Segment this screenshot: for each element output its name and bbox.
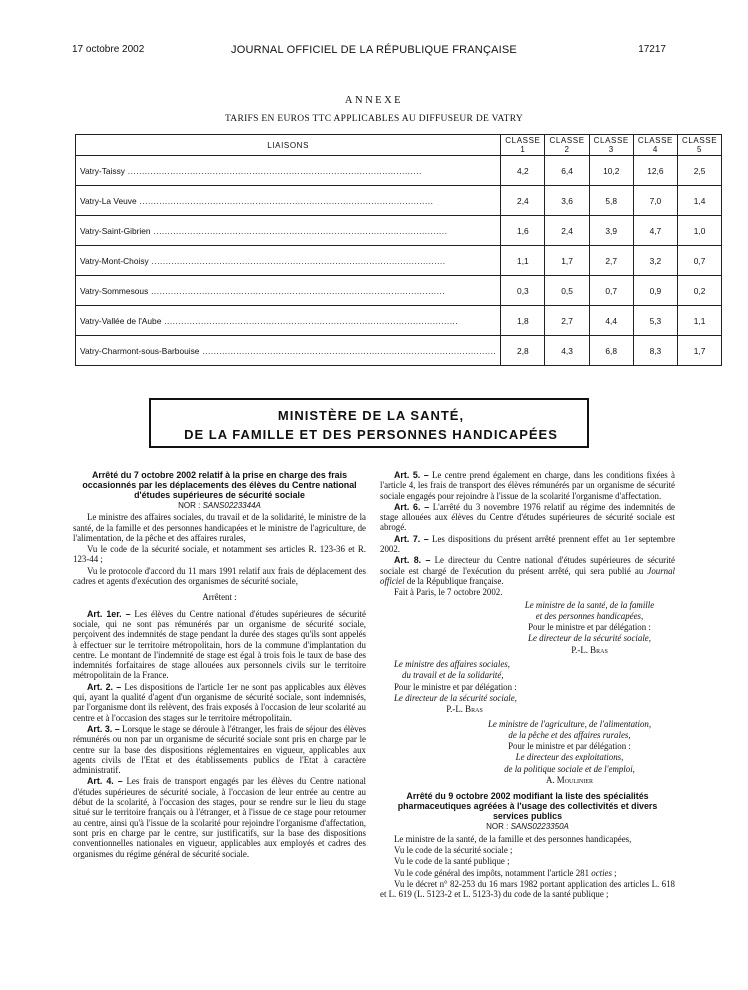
annexe-subtitle: TARIFS EN EUROS TTC APPLICABLES AU DIFFUSEUR DE VATRY <box>224 114 524 124</box>
arrete2-title: Arrêté du 9 octobre 2002 modifiant la liste des spécialités pharmaceutiques agréées à l'usage des collectivités et divers services publics <box>397 791 658 822</box>
article-4: Art. 4. – Les frais de transport engagés par les élèves du Centre national d'études supérieures de sécurité sociale, à l'occasion de leur entrée au centre au début de la scolarité, à l'occasion des stages, pour se rendre sur le lieu du stage situé sur le territoire français ou à l'étranger, et à l'issue de ce stage pour retourner au centre, ainsi qu'à l'issue de la scolarité pour rejoindre l'organisme d'affectation, sont pris en charge par le centre, sur justificatifs, sur la base des dispositions conventionnelles nationales en vigueur, applicables aux employés et cadres des organismes du régime général de sécurité sociale. <box>73 776 366 859</box>
table-cell: 2,5 <box>677 156 721 186</box>
arrete2-vu3: Vu le code général des impôts, notamment l'article 281 octies ; <box>394 867 617 878</box>
page-number: 17217 <box>638 44 666 55</box>
signature-block-3: Le ministre de l'agriculture, de l'alimentation, de la pêche et des affaires rurales, Pour le ministre et par délégation : Le directeur des exploitations, de la politique sociale et de l'emploi, A. Moulinier <box>450 719 675 786</box>
annexe-title: ANNEXE <box>344 95 404 106</box>
article-3: Art. 3. – Lorsque le stage se déroule à l'étranger, les frais de séjour des élèves rémunérés ou non par un organisme de sécurité sociale sont pris en charge par le centre sur la base des dispositions réglementaires en vigueur, applicables aux agents civils de l'Etat et des établissements publics de l'Etat à caractère administratif. <box>73 723 366 776</box>
signatory-name: A. Moulinier <box>545 775 594 786</box>
leader-dots <box>149 256 446 266</box>
table-cell: 2,7 <box>545 306 589 336</box>
leader-dots <box>148 286 445 296</box>
table-cell: 4,2 <box>501 156 545 186</box>
table-cell: 2,4 <box>501 186 545 216</box>
table-cell: 0,7 <box>677 246 721 276</box>
signatory-name: P.-L. Bras <box>571 644 608 655</box>
leader-dots <box>151 226 448 236</box>
ministry-heading-box <box>149 398 589 448</box>
table-cell: 4,4 <box>589 306 633 336</box>
table-cell: 1,6 <box>501 216 545 246</box>
table-cell: 0,5 <box>545 276 589 306</box>
arrete1-vu2: Vu le protocole d'accord du 11 mars 1991 relatif aux frais de déplacement des cadres et agents d'exécution des organismes de sécurité sociale, <box>73 565 366 587</box>
route-name: Vatry-Charmont-sous-Barbouise <box>80 345 200 356</box>
route-name: Vatry-Saint-Gibrien <box>80 225 151 236</box>
table-cell: 5,3 <box>633 306 677 336</box>
leader-dots <box>137 196 434 206</box>
signature-block-2: Le ministre des affaires sociales, du travail et de la solidarité, Pour le ministre et par délégation : Le directeur de la sécurité sociale, P.-L. Bras <box>380 659 535 714</box>
table-cell: 1,1 <box>677 306 721 336</box>
column-header: CLASSE 4 <box>633 135 677 156</box>
tarifs-table <box>75 134 722 366</box>
article-6: Art. 6. – L'arrêté du 3 novembre 1976 relatif au régime des indemnités de stage allouées aux élèves du Centre d'études supérieures de sécurité sociale est abrogé. <box>380 501 675 533</box>
column-header: CLASSE 1 <box>501 135 545 156</box>
table-row <box>76 156 722 186</box>
table-cell: 0,7 <box>589 276 633 306</box>
table-cell: 0,9 <box>633 276 677 306</box>
column-header: LIAISONS <box>76 135 501 156</box>
route-name: Vatry-La Veuve <box>80 195 137 206</box>
arrete2-intro: Le ministre de la santé, de la famille et des personnes handicapées, <box>394 833 632 844</box>
table-cell: 1,8 <box>501 306 545 336</box>
table-cell: 1,7 <box>545 246 589 276</box>
table-cell: 3,2 <box>633 246 677 276</box>
table-cell: 1,1 <box>501 246 545 276</box>
column-header: CLASSE 3 <box>589 135 633 156</box>
table-header-row <box>76 135 722 156</box>
arrete1-vu1: Vu le code de la sécurité sociale, et notamment ses articles R. 123-36 et R. 123-44 ; <box>73 544 366 565</box>
column-header: CLASSE 2 <box>545 135 589 156</box>
leader-dots <box>161 316 458 326</box>
table-row <box>76 246 722 276</box>
table-row <box>76 306 722 336</box>
table-cell: 2,4 <box>545 216 589 246</box>
nor-code: SANS0223344A <box>202 501 261 510</box>
table-cell: 7,0 <box>633 186 677 216</box>
route-name: Vatry-Mont-Choisy <box>80 255 149 266</box>
arrete1-arretent: Arrêtent : <box>202 592 237 603</box>
arrete1-nor: NOR : SANS0223344A <box>178 501 261 510</box>
route-name: Vatry-Vallée de l'Aube <box>80 315 162 326</box>
table-cell: 10,2 <box>589 156 633 186</box>
table-cell: 3,6 <box>545 186 589 216</box>
arrete2-vu1: Vu le code de la sécurité sociale ; <box>394 844 513 855</box>
leader-dots <box>125 166 422 176</box>
signatory-name: P.-L. Bras <box>446 704 483 715</box>
signature-block-1: Le ministre de la santé, de la famille et des personnes handicapées, Pour le ministre et par délégation : Le directeur de la sécurité sociale, P.-L. Bras <box>490 600 675 655</box>
table-cell: 4,7 <box>633 216 677 246</box>
arrete1-intro: Le ministre des affaires sociales, du travail et de la solidarité, le ministre de la santé, de la famille et des personnes handicapées et le ministre de l'agriculture, de l'alimentation, de la pêche et des affaires rurales, <box>73 512 366 543</box>
fait-a-paris: Fait à Paris, le 7 octobre 2002. <box>394 587 503 598</box>
table-row <box>76 186 722 216</box>
table-cell: 6,8 <box>589 336 633 366</box>
table-cell: 0,3 <box>501 276 545 306</box>
leader-dots <box>199 346 496 356</box>
article-1: Art. 1er. – Les élèves du Centre national d'études supérieures de sécurité sociale, qui ne sont pas rémunérés par un organisme de sécurité sociale, perçoivent des indemnités de stage pendant la durée des stages qu'ils sont appelés à effectuer sur le territoire métropolitain, hors de la commune d'implantation du centre. Le montant de l'indemnité de stage est égal à trois fois le taux de base des indemnités forfaitaires de stage allouées aux personnels civils sur le territoire métropolitain de la France. <box>73 608 366 681</box>
route-name: Vatry-Sommesous <box>80 285 149 296</box>
table-row <box>76 336 722 366</box>
article-7: Art. 7. – Les dispositions du présent arrêté prennent effet au 1er septembre 2002. <box>380 533 676 555</box>
article-5: Art. 5. – Le centre prend également en charge, dans les conditions fixées à l'article 4, les frais de transport des élèves rémunérés par un organisme de sécurité sociale engagés pour rejoindre à l'issue de la scolarité l'organisme d'affectation. <box>380 470 675 501</box>
table-row <box>76 216 722 246</box>
ministry-heading-line1: MINISTÈRE DE LA SANTÉ, <box>277 408 465 423</box>
table-cell: 4,3 <box>545 336 589 366</box>
ministry-heading-line2: DE LA FAMILLE ET DES PERSONNES HANDICAPÉES <box>184 427 558 442</box>
arrete2-vu4: Vu le décret n° 82-253 du 16 mars 1982 portant application des articles L. 618 et L. 619 (L. 5123-2 et L. 5123-3) du code de la santé publique ; <box>380 878 675 900</box>
table-cell: 3,9 <box>589 216 633 246</box>
table-cell: 8,3 <box>633 336 677 366</box>
table-cell: 0,2 <box>677 276 721 306</box>
column-header: CLASSE 5 <box>677 135 721 156</box>
table-row <box>76 276 722 306</box>
table-cell: 2,8 <box>501 336 545 366</box>
left-column <box>73 470 366 860</box>
table-cell: 5,8 <box>589 186 633 216</box>
journal-title: JOURNAL OFFICIEL DE LA RÉPUBLIQUE FRANÇAISE <box>231 44 517 56</box>
nor-code: SANS0223350A <box>510 822 569 832</box>
route-name: Vatry-Taissy <box>80 165 125 176</box>
table-cell: 1,4 <box>677 186 721 216</box>
table-cell: 2,7 <box>589 246 633 276</box>
table-cell: 6,4 <box>545 156 589 186</box>
header-date: 17 octobre 2002 <box>72 44 145 55</box>
right-column <box>380 470 675 900</box>
arrete2-vu2: Vu le code de la santé publique ; <box>394 856 510 867</box>
table-cell: 1,7 <box>677 336 721 366</box>
table-cell: 12,6 <box>633 156 677 186</box>
arrete1-title: Arrêté du 7 octobre 2002 relatif à la prise en charge des frais occasionnés par les déplacements des élèves du Centre national d'études supérieures de sécurité sociale <box>82 470 357 500</box>
table-cell: 1,0 <box>677 216 721 246</box>
arrete2-nor: NOR : SANS0223350A <box>486 822 569 832</box>
article-2: Art. 2. – Les dispositions de l'article 1er ne sont pas applicables aux élèves qui, ayant la qualité d'agent d'un organisme de sécurité sociale, sont indemnisés, par l'organisme dont ils relèvent, des frais exposés à l'occasion de leur scolarité au centre et à l'occasion des stages sur le territoire métropolitain. <box>73 681 366 723</box>
article-8: Art. 8. – Le directeur du Centre national d'études supérieures de sécurité sociale est chargé de l'exécution du présent arrêté, qui sera publié au Journal officiel de la République française. <box>380 555 675 586</box>
